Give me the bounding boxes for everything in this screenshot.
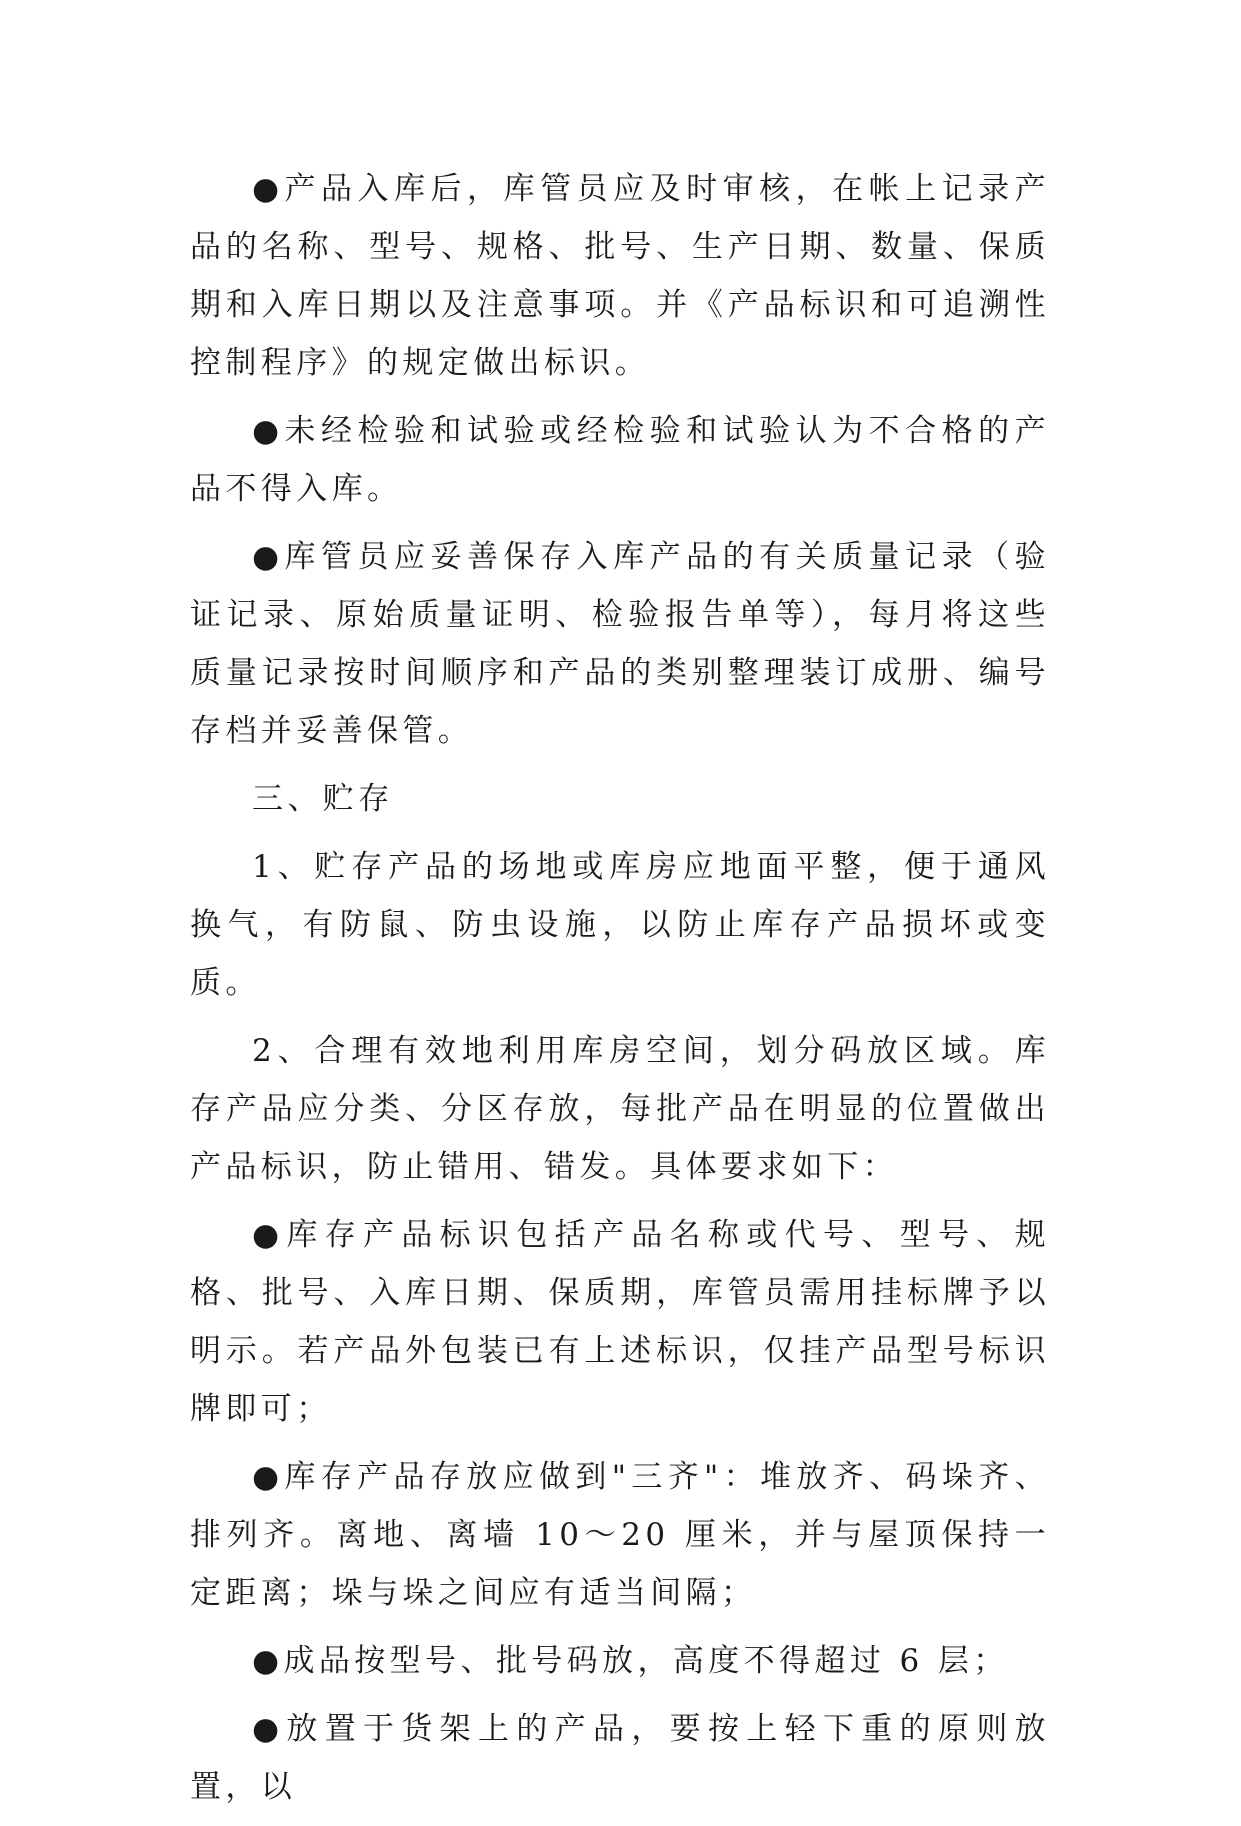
section-heading-storage: 三、贮存 (252, 781, 394, 817)
paragraph-stack-height: ●成品按型号、批号码放，高度不得超过 6 层； (252, 1643, 1009, 1679)
paragraph-receiving-record: ●产品入库后，库管员应及时审核，在帐上记录产品的名称、型号、规格、批号、生产日期、数量、保质期和入库日期以及注意事项。并《产品标识和可追溯性控制程序》的规定做出标识。 (190, 171, 1050, 381)
paragraph-storage-site: 1、贮存产品的场地或库房应地面平整，便于通风换气，有防鼠、防虫设施，以防止库存产品损坏或变质。 (190, 849, 1050, 1001)
paragraph-product-labeling: ●库存产品标识包括产品名称或代号、型号、规格、批号、入库日期、保质期，库管员需用挂标牌予以明示。若产品外包装已有上述标识，仅挂产品型号标识牌即可； (190, 1217, 1050, 1427)
paragraph-three-alignments: ●库存产品存放应做到"三齐"：堆放齐、码垛齐、排列齐。离地、离墙 10～20 厘米，并与屋顶保持一定距离；垛与垛之间应有适当间隔； (190, 1459, 1050, 1611)
paragraph-quality-records: ●库管员应妥善保存入库产品的有关质量记录（验证记录、原始质量证明、检验报告单等），每月将这些质量记录按时间顺序和产品的类别整理装订成册、编号存档并妥善保管。 (190, 539, 1050, 749)
document-page (190, 160, 1050, 1826)
paragraph-unqualified-products: ●未经检验和试验或经检验和试验认为不合格的产品不得入库。 (190, 413, 1050, 507)
paragraph-storage-space: 2、合理有效地利用库房空间，划分码放区域。库存产品应分类、分区存放，每批产品在明显的位置做出产品标识，防止错用、错发。具体要求如下： (190, 1033, 1050, 1185)
paragraph-shelf-placement: ●放置于货架上的产品，要按上轻下重的原则放置，以 (190, 1711, 1050, 1805)
